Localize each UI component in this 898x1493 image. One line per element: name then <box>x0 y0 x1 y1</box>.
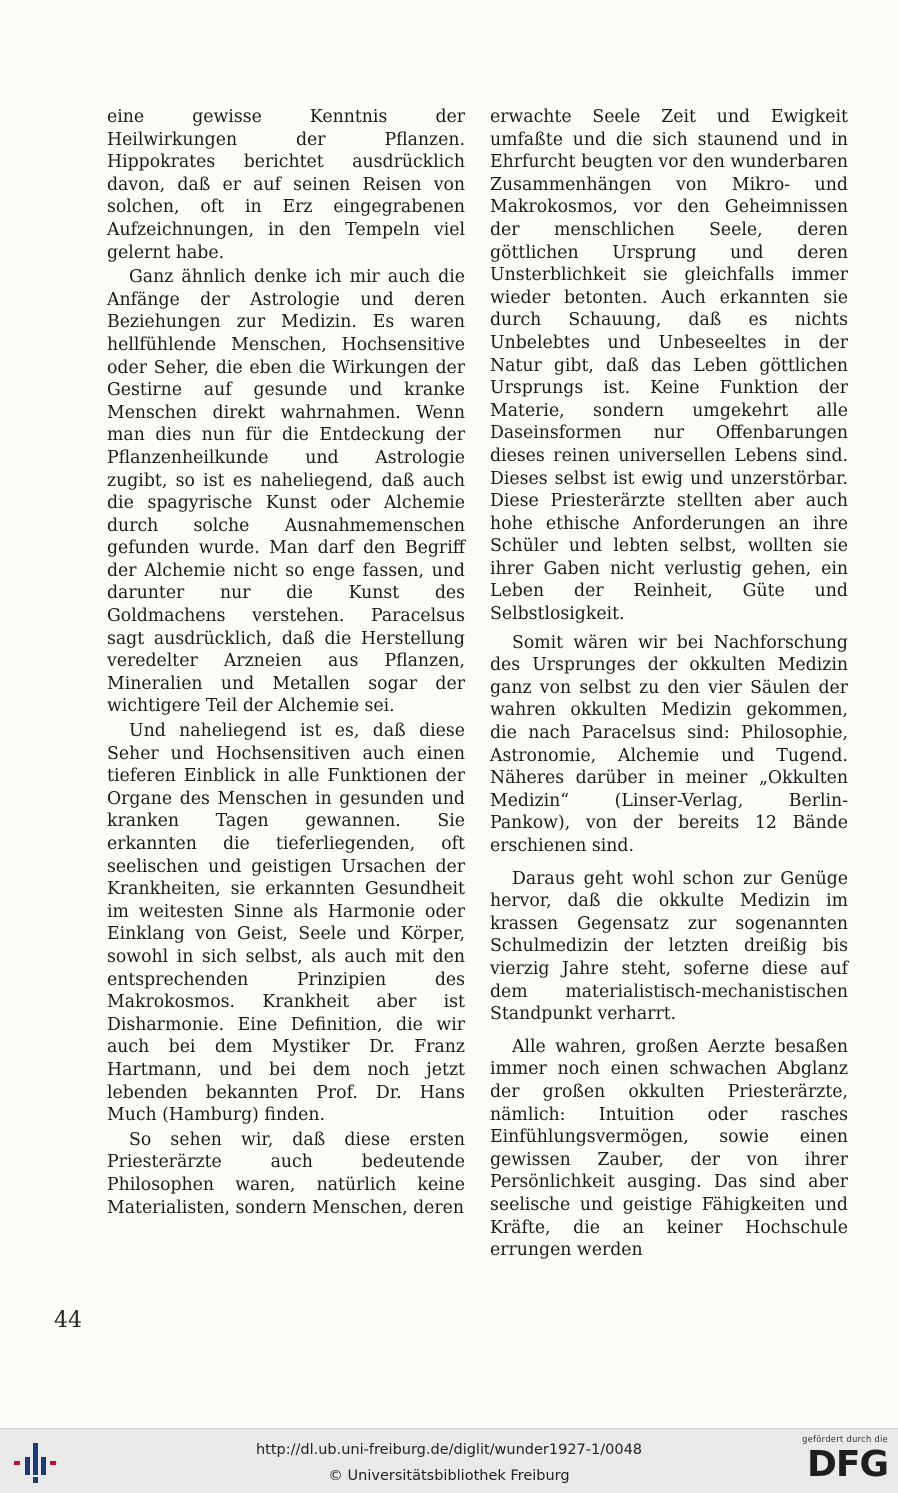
paragraph: Daraus geht wohl schon zur Genüge hervor, daß die okkulte Medizin im krassen Gegensatz zur sogenannten Schulmedizin der letzten dreißig bis vierzig Jahre steht, soferne diese auf dem materialistisch-mechanistischen Standpunkt verharrt. <box>490 868 848 1025</box>
funding-text: gefördert durch die <box>802 1435 888 1445</box>
paragraph: So sehen wir, daß diese ersten Priesterärzte auch bedeutende Philosophen waren, natürlich keine Materialisten, sondern Menschen, deren <box>107 1129 465 1218</box>
paragraph: Alle wahren, großen Aerzte besaßen immer noch einen schwachen Abglanz der großen okkulten Priesterärzte, nämlich: Intuition oder rasches Einfühlungsvermögen, sowie einen gewissen Zauber, der von ihrer Persönlichkeit ausging. Das sind aber seelische und geistige Fähigkeiten und Kräfte, die an keiner Hochschule errungen werden <box>490 1036 848 1261</box>
dfg-logo-text: DFG <box>806 1444 888 1485</box>
paragraph: Ganz ähnlich denke ich mir auch die Anfänge der Astrologie und deren Beziehungen zur Medizin. Es waren hellfühlende Menschen, Hochsensitive oder Seher, die eben die Wirkungen der Gestirne auf gesunde und kranke Menschen direkt wahrnahmen. Wenn man dies nun für die Entdeckung der Pflanzenheilkunde und Astrologie zugibt, so ist es naheliegend, daß auch die spagyrische Kunst oder Alchemie durch solche Ausnahmemenschen gefunden wurde. Man darf den Begriff der Alchemie nicht so enge fassen, und darunter nur die Kunst des Goldmachens verstehen. Paracelsus sagt ausdrücklich, daß die Herstellung veredelter Arzneien aus Pflanzen, Mineralien und Metallen sogar der wichtigere Teil der Alchemie sei. <box>107 267 465 717</box>
left-column <box>107 106 465 1219</box>
page-number: 44 <box>54 1308 82 1333</box>
paragraph: Und naheliegend ist es, daß diese Seher und Hochsensitiven auch einen tieferen Einblick in alle Funktionen der Organe des Menschen in gesunden und kranken Tagen gewannen. Sie erkannten die tieferliegenden, oft seelischen und geistigen Ursachen der Krankheiten, sie erkannten Gesundheit im weitesten Sinne als Harmonie oder Einklang von Geist, Seele und Körper, sowohl in sich selbst, als auch mit den entsprechenden Prinzipien des Makrokosmos. Krankheit aber ist Disharmonie. Eine Definition, die wir auch bei dem Mystiker Dr. Franz Hartmann, und bei dem noch jetzt lebenden bekannten Prof. Dr. Hans Much (Hamburg) finden. <box>107 721 465 1126</box>
paragraph: Somit wären wir bei Nachforschung des Ursprunges der okkulten Medizin ganz von selbst zu den vier Säulen der wahren okkulten Medizin gekommen, die nach Paracelsus sind: Philosophie, Astronomie, Alchemie und Tugend. Näheres darüber in meiner „Okkulten Medizin“ (Linser-Verlag, Berlin-Pankow), von der bereits 12 Bände erschienen sind. <box>490 632 848 856</box>
copyright-notice: © Universitätsbibliothek Freiburg <box>328 1468 570 1484</box>
right-column <box>490 106 848 1262</box>
viewer-footer <box>0 1428 898 1493</box>
dfg-funding-logo <box>792 1435 888 1489</box>
permalink-url[interactable]: http://dl.ub.uni-freiburg.de/diglit/wunder1927-1/0048 <box>255 1442 643 1458</box>
paragraph: eine gewisse Kenntnis der Heilwirkungen der Pflanzen. Hippokrates berichtet ausdrücklich davon, daß er auf seinen Reisen von solchen, oft in Erz eingegrabenen Aufzeichnungen, in den Tempeln viel gelernt habe. <box>107 107 465 263</box>
paragraph: erwachte Seele Zeit und Ewigkeit umfaßte und die sich staunend und in Ehrfurcht beugten vor den wunderbaren Zusammenhängen von Mikro- und Makrokosmos, vor den Geheimnissen der menschlichen Seele, deren göttlichen Ursprung und deren Unsterblichkeit sie gleichfalls immer wieder betonten. Auch erkannten sie durch Schauung, daß es nichts Unbelebtes und Unbeseeltes in der Natur gibt, daß das Leben göttlichen Ursprungs ist. Keine Funktion der Materie, sondern umgekehrt alle Daseinsformen nur Offenbarungen dieses reinen universellen Lebens sind. Dieses selbst ist ewig und unzerstörbar. Diese Priesterärzte stellten aber auch hohe ethische Anforderungen an ihre Schüler und lebten selbst, wollten sie ihrer Gaben nicht verlustig gehen, ein Leben der Reinheit, Güte und Selbstlosigkeit. <box>490 107 848 625</box>
